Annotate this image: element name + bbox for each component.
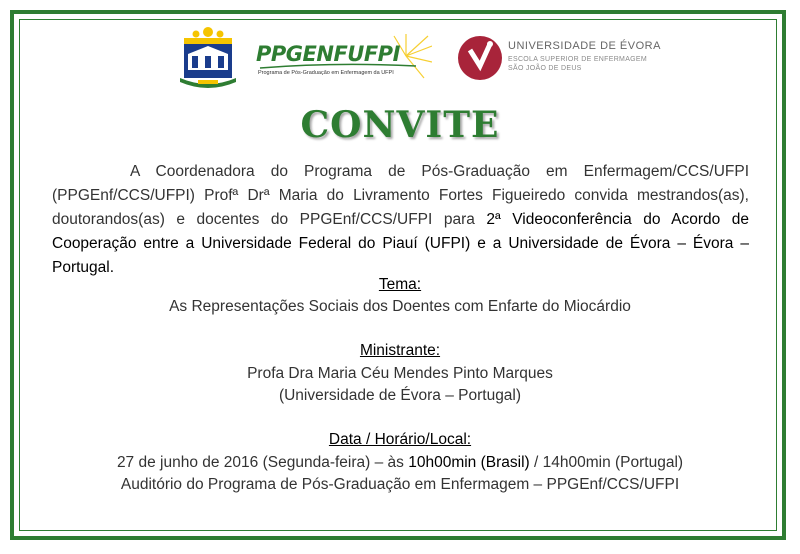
data-horario-local-label: Data / Horário/Local: — [328, 431, 472, 448]
location-line: Auditório do Programa de Pós-Graduação em Enfermagem – PPGEnf/CCS/UFPI — [120, 476, 680, 493]
ministrante-name: Profa Dra Maria Céu Mendes Pinto Marques — [247, 365, 553, 382]
page-title: CONVITE — [300, 104, 500, 146]
ppg-title-text: PPGENFUFPI — [256, 42, 400, 66]
ppg-subtitle-text: Programa de Pós-Graduação em Enfermagem da UFPI — [258, 70, 394, 76]
tema-value: As Representações Sociais dos Doentes com Enfarte do Miocárdio — [169, 298, 631, 315]
ministrante-label: Ministrante: — [359, 342, 441, 359]
universidade-evora-logo — [456, 32, 661, 88]
ppgenf-ufpi-logo — [256, 34, 432, 88]
evora-name-text: UNIVERSIDADE DE ÉVORA — [508, 40, 661, 52]
intro-text: A Coordenadora do Programa de Pós-Graduação em Enfermagem/CCS/UFPI (PPGEnf/CCS/UFPI) Profª Drª Maria do Livramento Fortes Figueiredo convida mestrandos(as), doutorandos(as) e docentes do PPGEnf/CCS/UFPI para — [52, 163, 749, 228]
tema-label: Tema: — [378, 276, 422, 293]
intro-highlight-text: 2ª Videoconferência do Acordo de Cooperação entre a Universidade Federal do Piauí (UFPI) e a Universidade de Évora – Évora – Portugal. — [52, 211, 749, 276]
time-portugal: / 14h00min (Portugal) — [529, 454, 684, 471]
ufpi-emblem-logo — [176, 24, 240, 90]
ministrante-affiliation: (Universidade de Évora – Portugal) — [278, 387, 522, 404]
date-time-line — [0, 454, 800, 472]
date-prefix: 27 de junho de 2016 (Segunda-feira) – às — [116, 454, 409, 471]
evora-school-subname-text: SÃO JOÃO DE DEUS — [508, 65, 582, 72]
intro-paragraph — [52, 160, 749, 280]
evora-school-text: ESCOLA SUPERIOR DE ENFERMAGEM — [508, 56, 648, 63]
time-brasil: 10h00min (Brasil) — [408, 454, 530, 471]
